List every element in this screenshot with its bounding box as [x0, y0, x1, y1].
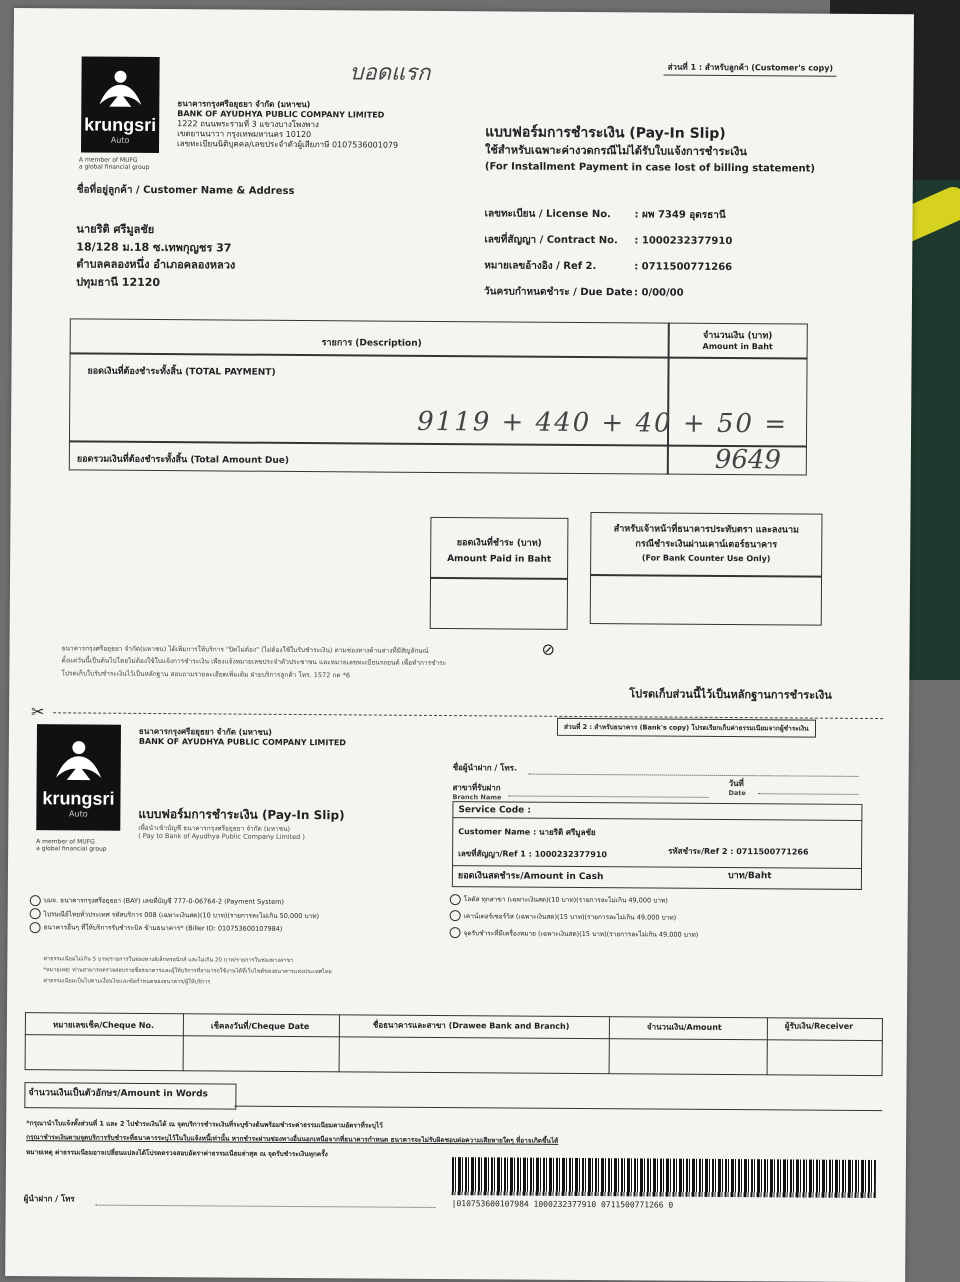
option-label: ไปรษณีย์ไทยทั่วประเทศ รหัสบริการ 008 (เฉพาะเงินสด)(10 บาท)(รายการละไม่เกิน 50,000 บาท) [43, 909, 320, 920]
bank-name-en: BANK OF AYUDHYA PUBLIC COMPANY LIMITED [177, 109, 385, 120]
service-notice [61, 639, 621, 683]
due-date: 0/00/00 [641, 287, 684, 299]
krungsri-emblem-icon [52, 734, 106, 784]
form-title-block [485, 121, 815, 176]
krungsri-logo [81, 56, 160, 153]
amount-in-words: จำนวนเงินเป็นตัวอักษร/Amount in Words [28, 1088, 208, 1100]
amount-words-line [234, 1106, 882, 1112]
krungsri-emblem-icon [95, 65, 145, 111]
scissors-icon: ✂ [31, 702, 45, 722]
payment-option[interactable] [30, 921, 450, 938]
bank-use-th2: กรณีชำระเงินผ่านเคาน์เตอร์ธนาคาร [635, 539, 778, 551]
cheque-col-header: หมายเลขเช็ค/Cheque No. [52, 1020, 155, 1031]
contract-no: 1000232377910 [641, 235, 733, 248]
date-label [729, 779, 746, 798]
ref-2: 0711500771266 [641, 261, 733, 274]
logo-sub: Auto [110, 135, 130, 145]
total-amount-due-label: ยอดรวมเงินที่ต้องชำระทั้งสิ้น (Total Amount Due) [76, 454, 290, 466]
part2-title: แบบฟอร์มการชำระเงิน (Pay-In Slip) [138, 806, 345, 823]
bank-counter-label [590, 522, 822, 564]
date-th: วันที่ [728, 779, 744, 789]
branch-label [452, 783, 501, 802]
pay-in-slip-page [5, 8, 914, 1282]
baht-label: บาท/Baht [727, 871, 772, 882]
amount-header-th: จำนวนเงิน (บาท) [703, 330, 773, 342]
handwritten-note: บอดแรก [349, 60, 431, 86]
form-subtitle-en: (For Installment Payment in case lost of billing statement) [484, 161, 816, 175]
depositor-label: ชื่อผู้นำฝาก / โทร. [452, 763, 518, 773]
handwritten-total: 9649 [714, 444, 782, 476]
part2-customer-name: Customer Name : นายริติ ศรีมูลชัย [458, 827, 596, 838]
mufg-tagline: A member of MUFG a global financial group [78, 156, 150, 171]
radio-option[interactable] [30, 922, 41, 933]
notice-line-3: โปรดเก็บใบรับชำระเงินไว้เป็นหลักฐาน สอบถามรายละเอียดเพิ่มเติม ฝ่ายบริการลูกค้า โทร. 1572 กด *6 [61, 669, 351, 680]
footer-line: *กรุณานำใบแจ้งทั้งส่วนที่ 1 และ 2 ไปชำระเงินได้ ณ จุดบริการชำระเงินที่ระบุข้างต้นพร้อมชำระค่าธรรมเนียมตามอัตราที่ระบุไว้ [26, 1119, 383, 1130]
date-line [759, 793, 859, 795]
branch-th: สาขาที่รับฝาก [452, 783, 501, 793]
service-code: Service Code : [458, 805, 532, 816]
option-label: จุดรับชำระที่มีเครื่องหมาย (เฉพาะเงินสด)(15 บาท)(รายการละไม่เกิน 49,000 บาท) [463, 928, 699, 939]
amount-paid-box [430, 517, 569, 630]
option-label: บมจ. ธนาคารกรุงศรีอยุธยา (BAY) เลขที่บัญชี 777-0-06764-2 (Payment System) [43, 896, 284, 906]
footer-depositor: ผู้นำฝาก / โทร [23, 1194, 75, 1204]
part2-ref2: รหัสชำระ/Ref 2 : 0711500771266 [668, 846, 809, 857]
radio-option[interactable] [450, 910, 461, 921]
mufg-tagline-2: A member of MUFG a global financial group [36, 838, 107, 853]
bank-use-th1: สำหรับเจ้าหน้าที่ธนาคารประทับตรา และลงนาม [613, 524, 800, 536]
payment-options-right [449, 891, 869, 945]
keep-as-receipt: โปรดเก็บส่วนนี้ไว้เป็นหลักฐานการชำระเงิน [629, 687, 832, 702]
bank-name-th: ธนาคารกรุงศรีอยุธยา จำกัด (มหาชน) [138, 726, 272, 737]
payment-note: *หมายเหตุ: ท่านสามารถตรวจสอบรายชื่อธนาคารและผู้ให้บริการที่สามารถใช้งานได้ที่เว็บไซต์ของธนาคารแห่งประเทศไทย [43, 967, 332, 976]
option-label: เคาน์เตอร์เซอร์วิส (เฉพาะเงินสด)(15 บาท)(รายการละไม่เกิน 49,000 บาท) [463, 912, 677, 922]
krungsri-logo-2 [36, 724, 121, 831]
cheque-col-header: เช็คลงวันที่/Cheque Date [210, 1021, 310, 1032]
option-label: ธนาคารอื่นๆ ที่ให้บริการรับชำระบิล ข้ามธนาคาร* (Biller ID: 010753600107984) [43, 923, 283, 934]
detail-row: เลขทะเบียน / License No. : ผพ 7349 อุดรธานี [484, 201, 732, 229]
branch-en: Branch Name [452, 793, 502, 802]
detail-row: วันครบกำหนดชำระ / Due Date: 0/00/00 [484, 279, 732, 307]
barcode-text: |010753600107984 1000232377910 0711500771266 0 [451, 1199, 674, 1210]
part2-title-block [138, 805, 344, 842]
customer-copy-label: ส่วนที่ 1 : สำหรับลูกค้า (Customer's copy) [664, 61, 838, 77]
radio-option[interactable] [30, 908, 41, 919]
cheque-col-header: ชื่อธนาคารและสาขา (Drawee Bank and Branch) [372, 1020, 570, 1031]
payment-note: ค่าธรรมเนียมไม่เกิน 5 บาท/รายการในช่องทางอิเล็กทรอนิกส์ และไม่เกิน 20 บาท/รายการในช่องทางสาขา [43, 956, 294, 964]
depositor-line [529, 774, 859, 777]
detail-label: เลขที่สัญญา / Contract No. [484, 234, 618, 247]
radio-option[interactable] [450, 927, 461, 938]
bank-name-th: ธนาคารกรุงศรีอยุธยา จำกัด (มหาชน) [177, 99, 311, 110]
cut-line [53, 712, 883, 719]
logo-brand: krungsri [84, 114, 157, 135]
option-label: โลตัส ทุกสาขา (เฉพาะเงินสด)(10 บาท)(รายการละไม่เกิน 49,000 บาท) [463, 895, 668, 905]
payment-options-left [30, 894, 450, 938]
part2-ref1: เลขที่สัญญา/Ref 1 : 1000232377910 [458, 849, 607, 860]
payment-option[interactable] [449, 925, 869, 945]
total-payment-label: ยอดเงินที่ต้องชำระทั้งสิ้น (TOTAL PAYMENT) [87, 366, 276, 378]
bank-use-en: (For Bank Counter Use Only) [641, 552, 771, 563]
form-subtitle-th: ใช้สำหรับเฉพาะค่างวดกรณีไม่ได้รับใบแจ้งการชำระเงิน [484, 143, 747, 159]
bank-header [177, 99, 398, 151]
bank-tax-id: เลขทะเบียนนิติบุคคล/เลขประจำตัวผู้เสียภาษี 0107536001079 [177, 139, 399, 150]
amount-paid-en: Amount Paid in Baht [447, 554, 552, 565]
customer-address-1: 18/128 ม.18 ซ.เทพกุญชร 37 [76, 240, 232, 255]
desc-header: รายการ (Description) [321, 338, 422, 349]
customer-block [76, 220, 236, 291]
bank-header-2 [139, 727, 346, 748]
radio-option[interactable] [450, 894, 461, 905]
customer-address-3: ปทุมธานี 12120 [76, 275, 161, 289]
logo-sub: Auto [69, 809, 88, 819]
footer-line: หมายเหตุ ค่าธรรมเนียมอาจเปลี่ยนแปลงได้โปรดตรวจสอบอัตราค่าธรรมเนียมล่าสุด ณ จุดรับชำระเงินทุกครั้ง [25, 1147, 328, 1158]
logo-brand: krungsri [42, 788, 115, 809]
detail-row: หมายเลขอ้างอิง / Ref 2. : 0711500771266 [484, 253, 732, 281]
notice-line-1: ธนาคารกรุงศรีอยุธยา จำกัด(มหาชน) ได้เพิ่มการให้บริการ "ปิดไม่ต้อง" (ไม่ต้องใช้ใบรับชำระเงิน) ตามช่องทางด้านล่างที่มีสัญลักษณ์ [61, 644, 429, 655]
amount-header [668, 331, 808, 353]
form-title: แบบฟอร์มการชำระเงิน (Pay-In Slip) [485, 124, 726, 142]
part2-sub-th: เพื่อนำเข้าบัญชี ธนาคารกรุงศรีอยุธยา จำกัด (มหาชน) [138, 823, 291, 833]
no-slip-icon: ⊘ [541, 639, 556, 659]
detail-row: เลขที่สัญญา / Contract No. : 1000232377910 [484, 227, 732, 255]
amount-paid-label [430, 535, 568, 568]
payment-barcode [452, 1157, 876, 1198]
cheque-col-header: ผู้รับเงิน/Receiver [784, 1021, 854, 1031]
bank-address-2: เขตยานนาวา กรุงเทพมหานคร 10120 [177, 129, 312, 140]
license-no: ผพ 7349 อุดรธานี [642, 209, 726, 221]
date-en: Date [728, 789, 746, 798]
customer-label: ชื่อที่อยู่ลูกค้า / Customer Name & Address [76, 184, 295, 197]
handwritten-calculation: 9119 + 440 + 40 + 50 = [417, 406, 789, 440]
radio-option[interactable] [30, 895, 41, 906]
footer-line: กรุณาชำระเงินตามจุดบริการรับชำระที่ธนาคารระบุไว้ในใบแจ้งหนี้เท่านั้น หากชำระผ่านช่องทางอื่นนอกเหนือจากที่ธนาคารกำหนด ธนาคารจะไม่รับผิดชอบต่อความเสียหายใดๆ ที่อาจเกิดขึ้นได้ [26, 1133, 559, 1146]
amount-header-en: Amount in Baht [702, 342, 773, 352]
detail-label: หมายเลขอ้างอิง / Ref 2. [484, 260, 597, 273]
notice-line-2: ตั้งแต่วันนี้เป็นต้นไปโดยไม่ต้องใช้ใบแจ้งการชำระเงิน เพียงแจ้งหมายเลขประจำตัวประชาชน และหมายเลขทะเบียนรถยนต์ เพื่อทำการชำระ [61, 656, 447, 668]
payment-note: ค่าธรรมเนียมเป็นไปตามเงื่อนไขและข้อกำหนดของธนาคาร/ผู้ให้บริการ [43, 978, 211, 986]
detail-label: วันครบกำหนดชำระ / Due Date [483, 286, 633, 299]
customer-address-2: ตำบลคลองหนึ่ง อำเภอคลองหลวง [76, 257, 236, 272]
bank-copy-label: ส่วนที่ 2 : สำหรับธนาคาร (Bank's copy) โปรดเรียกเก็บค่าธรรมเนียมจากผู้ชำระเงิน [557, 718, 816, 738]
amount-paid-th: ยอดเงินที่ชำระ (บาท) [456, 538, 542, 549]
detail-label: เลขทะเบียน / License No. [484, 208, 611, 221]
cash-amount-label: ยอดเงินสดชำระ/Amount in Cash [457, 871, 604, 883]
part2-sub-en: ( Pay to Bank of Ayudhya Public Company Limited ) [138, 832, 305, 842]
customer-name: นายริติ ศรีมูลชัย [76, 222, 155, 236]
footer-depositor-line [96, 1205, 436, 1208]
bank-address-1: 1222 ถนนพระรามที่ 3 แขวงบางโพงพาง [177, 119, 319, 130]
branch-line [509, 795, 709, 797]
account-details [484, 201, 733, 307]
cheque-col-header: จำนวนเงิน/Amount [646, 1022, 722, 1032]
bank-name-en: BANK OF AYUDHYA PUBLIC COMPANY LIMITED [138, 736, 346, 748]
payment-notes [43, 954, 443, 990]
